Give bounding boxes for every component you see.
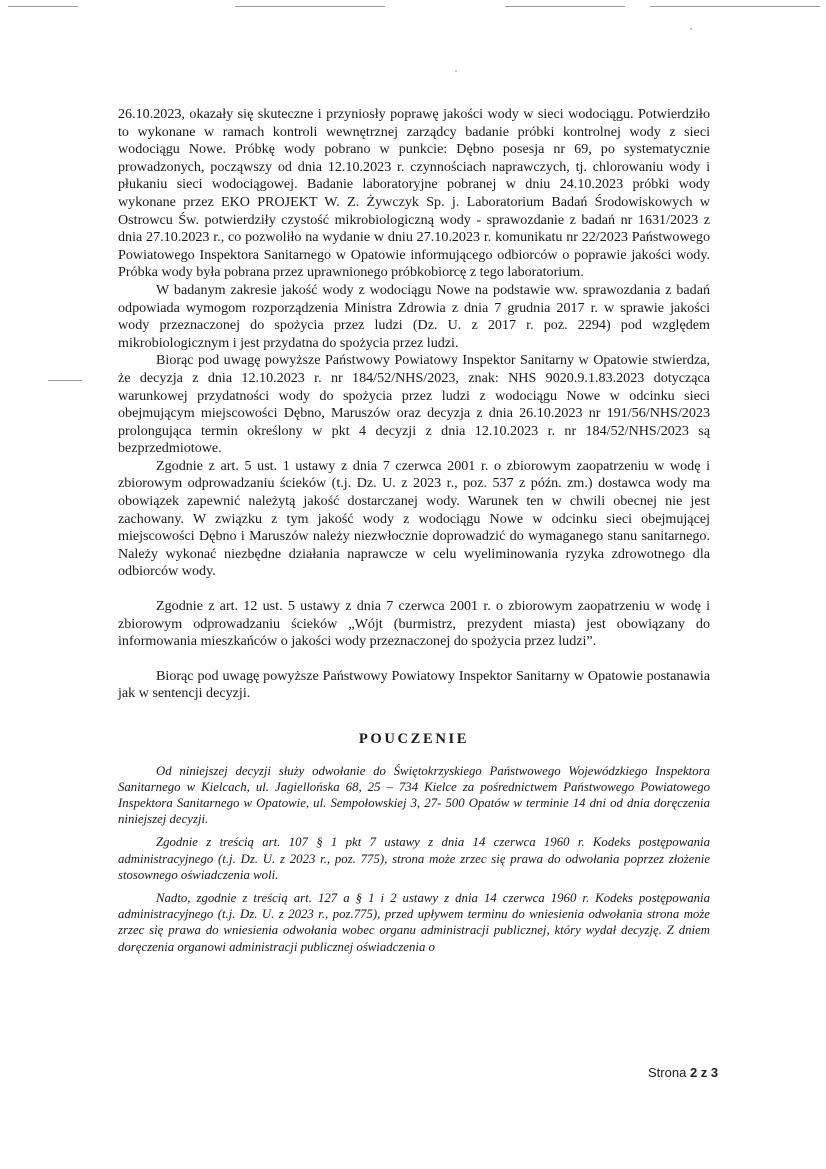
paragraph: Biorąc pod uwagę powyższe Państwowy Powiatowy Inspektor Sanitarny w Opatowie stwierdza, że decyzja z dnia 12.10.2023 r. nr 184/52/NHS/2023, znak: NHS 9020.9.1.83.2023 dotycząca warunkowej przydatności wody do spożycia przez ludzi z wodociągu Nowe w odcinku sieci obejmującym miejscowości Dębno, Maruszów oraz decyzja z dnia 26.10.2023 nr 191/56/NHS/2023 prolongująca termin określony w pkt 4 decyzji z dnia 12.10.2023 r. nr 184/52/NHS/2023 są bezprzedmiotowe.	[118, 352, 710, 457]
paragraph: Zgodnie z art. 5 ust. 1 ustawy z dnia 7 czerwca 2001 r. o zbiorowym zaopatrzeniu w wodę i zbiorowym odprowadzaniu ścieków (t.j. Dz. U. z 2023 r., poz. 537 z późn. zm.) dostawca wody ma obowiązek zapewnić należytą jakość dostarczanej wody. Warunek ten w chwili obecnej nie jest zachowany. W związku z tym jakość wody z wodociągu Nowe w odcinku sieci obejmującej miejscowości Dębno i Maruszów należy niezwłocznie doprowadzić do wymaganego stanu sanitarnego. Należy wykonać niezbędne działania naprawcze w celu wyeliminowania ryzyka zdrowotnego dla odbiorców wody.	[118, 457, 710, 580]
page-current: 2	[689, 1065, 698, 1080]
scan-artifact	[235, 6, 385, 7]
instruction-paragraph: Nadto, zgodnie z treścią art. 127 a § 1 i 2 ustawy z dnia 14 czerwca 1960 r. Kodeks postępowania administracyjnego (t.j. Dz. U. z 2023 r., poz.775), przed upływem terminu do wniesienia odwołania strona może zrzec się prawa do wniesienia odwołania wobec organu administracji publicznej, który wydał decyzję. Z dniem doręczenia organowi administracji publicznej oświadczenia o	[118, 891, 710, 954]
document-body	[118, 106, 710, 955]
scan-speck	[690, 28, 692, 30]
paragraph: Biorąc pod uwagę powyższe Państwowy Powiatowy Inspektor Sanitarny w Opatowie postanawia jak w sentencji decyzji.	[118, 667, 710, 702]
paragraph: Zgodnie z art. 12 ust. 5 ustawy z dnia 7 czerwca 2001 r. o zbiorowym zaopatrzeniu w wodę i zbiorowym odprowadzaniu ścieków „Wójt (burmistrz, prezydent miasta) jest obowiązany do informowania mieszkańców o jakości wody przeznaczonej do spożycia przez ludzi”.	[118, 598, 710, 650]
instruction-paragraph: Od niniejszej decyzji służy odwołanie do Świętokrzyskiego Państwowego Wojewódzkiego Inspektora Sanitarnego w Kielcach, ul. Jagiellońska 68, 25 – 734 Kielce za pośrednictwem Państwowego Powiatowego Inspektora Sanitarnego w Opatowie, ul. Sempołowskiej 3, 27- 500 Opatów w terminie 14 dni od dnia doręczenia niniejszej decyzji.	[118, 763, 710, 827]
scan-artifact	[650, 6, 820, 7]
page-total: 3	[710, 1065, 719, 1080]
page-of: z	[700, 1065, 708, 1080]
section-heading: POUCZENIE	[358, 731, 470, 747]
scan-speck	[455, 70, 457, 72]
scan-artifact	[8, 6, 78, 7]
paragraph: 26.10.2023, okazały się skuteczne i przyniosły poprawę jakości wody w sieci wodociągu. Potwierdziło to wykonane w ramach kontroli wewnętrznej zarządcy badanie próbki kontrolnej wody z sieci wodociągu Nowe. Próbkę wody pobrano w punkcie: Dębno posesja nr 69, po systematycznie prowadzonych, począwszy od dnia 12.10.2023 r. czynnościach naprawczych, tj. chlorowaniu wody i płukaniu sieci wodociągowej. Badanie laboratoryjne pobranej w dniu 24.10.2023 próbki wody wykonane przez EKO PROJEKT W. Z. Żywczyk Sp. j. Laboratorium Badań Środowiskowych w Ostrowcu Św. potwierdziły czystość mikrobiologiczną wody - sprawozdanie z badań nr 1631/2023 z dnia 27.10.2023 r., co pozwoliło na wydanie w dniu 27.10.2023 r. komunikatu nr 22/2023 Państwowego Powiatowego Inspektora Sanitarnego w Opatowie informującego odbiorców o poprawie jakości wody. Próbka wody była pobrana przez uprawnionego próbkobiorcę z tego laboratorium.	[118, 106, 710, 281]
instruction-paragraph: Zgodnie z treścią art. 107 § 1 pkt 7 ustawy z dnia 14 czerwca 1960 r. Kodeks postępowania administracyjnego (t.j. Dz. U. z 2023 r., poz. 775), strona może zrzec się prawa do odwołania poprzez złożenie stosownego oświadczenia woli.	[118, 835, 710, 882]
scan-artifact	[505, 6, 625, 7]
scan-artifact	[48, 380, 82, 381]
instructions-section	[118, 763, 710, 955]
page-number	[648, 1065, 718, 1080]
page-label: Strona	[648, 1065, 687, 1080]
paragraph: W badanym zakresie jakość wody z wodociągu Nowe na podstawie ww. sprawozdania z badań odpowiada wymogom rozporządzenia Ministra Zdrowia z dnia 7 grudnia 2017 r. w sprawie jakości wody przeznaczonej do spożycia przez ludzi (Dz. U. z 2017 r. poz. 2294) pod względem mikrobiologicznym i jest przydatna do spożycia przez ludzi.	[118, 281, 710, 351]
